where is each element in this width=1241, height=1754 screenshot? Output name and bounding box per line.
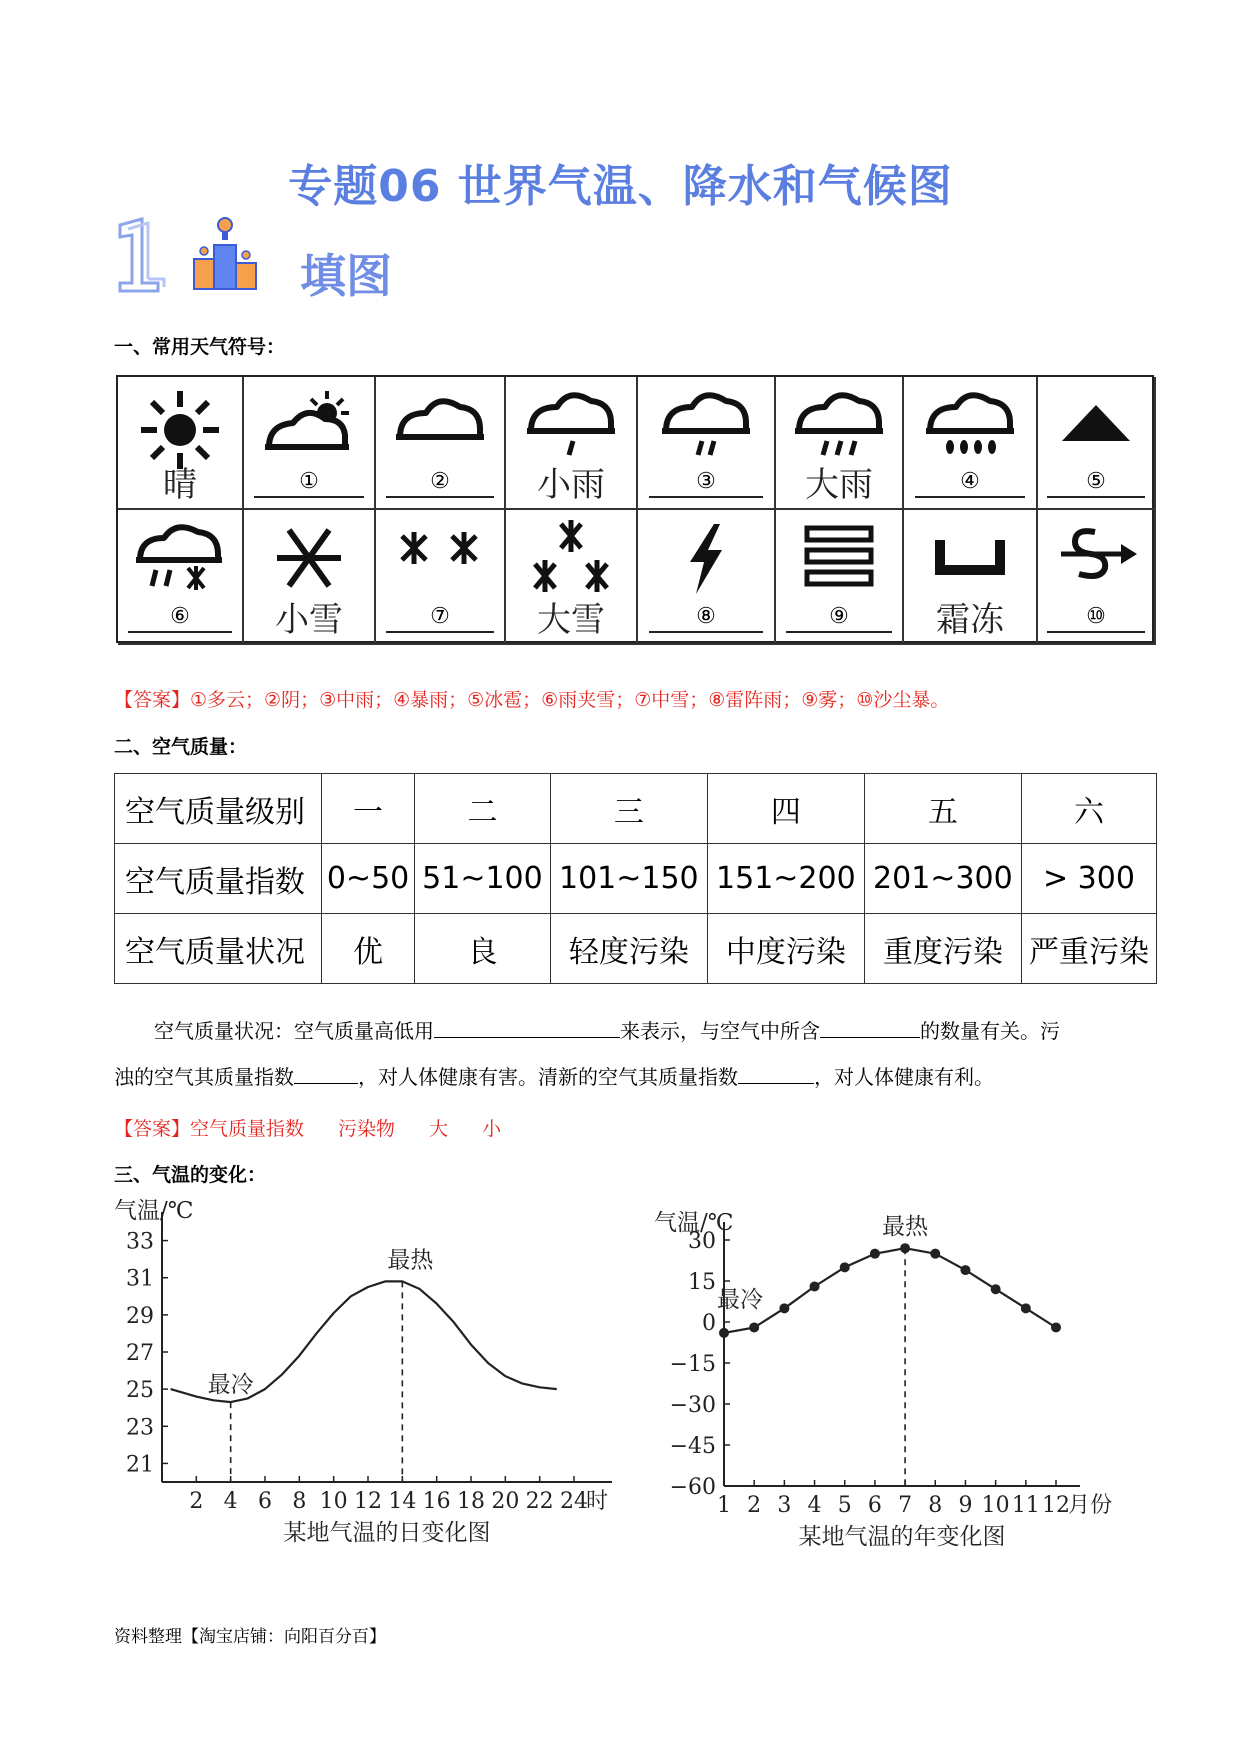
weather-label: 霜冻	[936, 600, 1004, 640]
data-point	[930, 1249, 940, 1259]
weather-cell-9	[776, 510, 904, 645]
y-axis-label: 气温/℃	[114, 1198, 194, 1224]
sleet-icon	[130, 518, 230, 598]
hail-icon	[1056, 385, 1136, 465]
y-tick-label: 23	[126, 1415, 154, 1441]
answer-item: 小	[482, 1118, 502, 1140]
para-text: 浊的空气其质量指数	[114, 1065, 294, 1089]
footer-note: 资料整理【淘宝店铺：向阳百分百】	[114, 1627, 386, 1647]
weather-blank-label: ⑨	[786, 604, 892, 633]
weather-blank-label: ⑦	[386, 604, 494, 633]
table-cell: 中度污染	[707, 914, 864, 984]
table-cell: 201~300	[864, 844, 1021, 914]
data-point	[870, 1249, 880, 1259]
weather-cell-sunny	[118, 377, 244, 510]
table-cell: 良	[415, 914, 551, 984]
table-cell: 151~200	[707, 844, 864, 914]
x-tick-label: 9	[958, 1493, 973, 1518]
row-header: 空气质量级别	[115, 774, 322, 844]
para-text: 来表示，与空气中所含	[620, 1019, 820, 1043]
x-tick-label: 2	[747, 1493, 762, 1518]
weather-label: 小雨	[537, 465, 605, 505]
row-header: 空气质量状况	[115, 914, 322, 984]
x-tick-label: 5	[837, 1493, 852, 1518]
weather-label: 小雪	[275, 600, 343, 640]
x-tick-label: 12	[354, 1489, 382, 1514]
answer-blank[interactable]	[294, 1063, 358, 1084]
weather-label: 晴	[163, 465, 197, 505]
x-tick-label: 14	[388, 1489, 417, 1514]
annotation-label: 最热	[882, 1214, 929, 1241]
weather-cell-frost	[904, 510, 1038, 645]
table-cell: 五	[864, 774, 1021, 844]
weather-cell-4	[904, 377, 1038, 510]
table-cell: > 300	[1021, 844, 1156, 914]
data-point	[779, 1303, 789, 1313]
table-row	[115, 774, 1157, 844]
table-cell: 0~50	[322, 844, 415, 914]
weather-blank-label: ⑥	[128, 604, 232, 633]
x-tick-label: 6	[867, 1493, 882, 1518]
answer-prefix: 【答案】	[114, 1118, 191, 1140]
x-tick-label: 12	[1042, 1493, 1070, 1518]
weather-cell-10	[1038, 510, 1156, 645]
weather-cell-5	[1038, 377, 1156, 510]
x-tick-label: 3	[777, 1493, 792, 1518]
x-tick-label: 4	[807, 1493, 822, 1518]
x-tick-label: 16	[422, 1489, 451, 1514]
weather-blank-label: ⑤	[1047, 469, 1144, 498]
light-snow-icon	[269, 518, 349, 598]
y-tick-label: −15	[669, 1352, 716, 1377]
table-cell: 二	[415, 774, 551, 844]
chart-title: 某地气温的年变化图	[798, 1524, 1006, 1550]
table-row	[115, 914, 1157, 984]
x-tick-label: 10	[319, 1489, 348, 1514]
chart-title: 某地气温的日变化图	[283, 1520, 491, 1546]
table-cell: 严重污染	[1021, 914, 1156, 984]
section-title: 填图	[300, 249, 392, 303]
y-tick-label: −60	[669, 1475, 716, 1500]
thunderstorm-icon	[676, 518, 736, 598]
weather-cell-3	[638, 377, 776, 510]
x-tick-label: 7	[898, 1493, 913, 1518]
y-tick-label: 31	[126, 1266, 154, 1292]
y-tick-label: 27	[126, 1341, 154, 1366]
y-tick-label: 25	[126, 1378, 154, 1404]
table-cell: 101~150	[550, 844, 707, 914]
answer-item: 大	[429, 1118, 449, 1140]
section-badge	[112, 215, 292, 295]
answer-blank[interactable]	[738, 1063, 814, 1084]
para-text: ，对人体健康有利。	[814, 1065, 994, 1089]
table-cell: 优	[322, 914, 415, 984]
page-title: 专题06 世界气温、降水和气候图	[288, 161, 953, 212]
y-tick-label: 15	[688, 1270, 716, 1295]
weather-cell-8	[638, 510, 776, 645]
moderate-rain-icon	[656, 385, 756, 465]
partly-cloudy-icon	[259, 385, 359, 465]
table-cell: 三	[550, 774, 707, 844]
weather-blank-label: ①	[254, 469, 363, 498]
weather-blank-label: ⑩	[1047, 604, 1144, 633]
x-tick-label: 8	[928, 1493, 943, 1518]
y-tick-label: −30	[669, 1393, 716, 1418]
weather-blank-label: ②	[386, 469, 494, 498]
rainstorm-icon	[920, 385, 1020, 465]
weather-cell-2	[376, 377, 506, 510]
weather-symbol-table	[116, 375, 1154, 643]
y-tick-label: 0	[702, 1311, 716, 1336]
air-quality-paragraph	[114, 1008, 1154, 1100]
annotation-label: 最冷	[717, 1286, 763, 1313]
table-cell: 重度污染	[864, 914, 1021, 984]
fog-icon	[799, 518, 879, 598]
row-header: 空气质量指数	[115, 844, 322, 914]
sandstorm-icon	[1051, 518, 1141, 588]
x-tick-label: 6	[258, 1489, 272, 1514]
para-text: 的数量有关。污	[920, 1019, 1060, 1043]
data-point	[749, 1322, 759, 1332]
weather-blank-label: ⑧	[649, 604, 763, 633]
daily-temperature-chart	[100, 1192, 640, 1552]
cloudy-icon	[390, 385, 490, 455]
x-axis-label: 月份	[1068, 1493, 1113, 1518]
weather-blank-label: ③	[649, 469, 763, 498]
data-point	[840, 1262, 850, 1272]
air-quality-answer	[114, 1114, 501, 1141]
table-cell: 六	[1021, 774, 1156, 844]
annotation-label: 最冷	[207, 1372, 254, 1399]
answer-blank[interactable]	[434, 1017, 620, 1038]
table-cell: 轻度污染	[550, 914, 707, 984]
temperature-heading: 三、气温的变化：	[114, 1164, 267, 1186]
table-cell: 51~100	[415, 844, 551, 914]
frost-icon	[930, 518, 1010, 588]
data-point	[1051, 1322, 1061, 1332]
y-tick-label: 29	[126, 1303, 154, 1329]
para-text: ，对人体健康有害。清新的空气其质量指数	[358, 1065, 738, 1089]
x-tick-label: 8	[292, 1489, 307, 1514]
data-point	[960, 1265, 970, 1275]
series-line	[724, 1248, 1056, 1333]
annotation-label: 最热	[387, 1247, 434, 1274]
weather-heading: 一、常用天气符号：	[114, 336, 286, 358]
x-tick-label: 11	[1011, 1493, 1040, 1518]
data-point	[991, 1284, 1001, 1294]
x-tick-label: 22	[525, 1489, 554, 1514]
weather-cell-light-snow	[244, 510, 376, 645]
air-quality-heading: 二、空气质量：	[114, 736, 248, 758]
x-tick-label: 4	[223, 1489, 238, 1514]
light-rain-icon	[521, 385, 621, 465]
x-tick-label: 10	[981, 1493, 1010, 1518]
weather-cell-1	[244, 377, 376, 510]
weather-blank-label: ④	[915, 469, 1026, 498]
y-tick-label: 21	[126, 1452, 154, 1478]
podium-trophy-icon	[194, 218, 256, 289]
x-axis-label: 时	[586, 1489, 609, 1514]
table-cell: 四	[707, 774, 864, 844]
data-point	[810, 1281, 820, 1291]
y-axis-label: 气温/℃	[654, 1210, 734, 1236]
x-tick-label: 24	[560, 1489, 588, 1514]
answer-item: 污染物	[338, 1118, 396, 1140]
para-text: 空气质量状况：空气质量高低用	[154, 1019, 434, 1043]
weather-answer: 【答案】①多云；②阴；③中雨；④暴雨；⑤冰雹；⑥雨夹雪；⑦中雪；⑧雷阵雨；⑨雾；⑩沙尘暴。	[114, 689, 950, 711]
x-tick-label: 18	[457, 1489, 485, 1514]
y-tick-label: −45	[669, 1434, 716, 1459]
y-tick-label: 33	[126, 1229, 154, 1255]
heavy-rain-icon	[789, 385, 889, 465]
x-tick-label: 20	[491, 1489, 520, 1514]
weather-cell-6	[118, 510, 244, 645]
weather-cell-light-rain	[506, 377, 638, 510]
y-tick-label: 30	[688, 1229, 716, 1254]
section-number-icon	[120, 219, 164, 291]
answer-blank[interactable]	[820, 1017, 920, 1038]
table-cell: 一	[322, 774, 415, 844]
weather-cell-heavy-snow	[506, 510, 638, 645]
weather-cell-heavy-rain	[776, 377, 904, 510]
x-tick-label: 2	[189, 1489, 204, 1514]
answer-item: 空气质量指数	[190, 1118, 305, 1140]
moderate-snow-icon	[390, 518, 490, 578]
table-row	[115, 844, 1157, 914]
weather-cell-7	[376, 510, 506, 645]
data-point	[1021, 1303, 1031, 1313]
weather-label: 大雨	[805, 465, 873, 505]
annual-temperature-chart	[640, 1200, 1140, 1560]
air-quality-table	[114, 773, 1157, 984]
weather-label: 大雪	[537, 600, 605, 640]
x-tick-label: 1	[717, 1493, 731, 1518]
